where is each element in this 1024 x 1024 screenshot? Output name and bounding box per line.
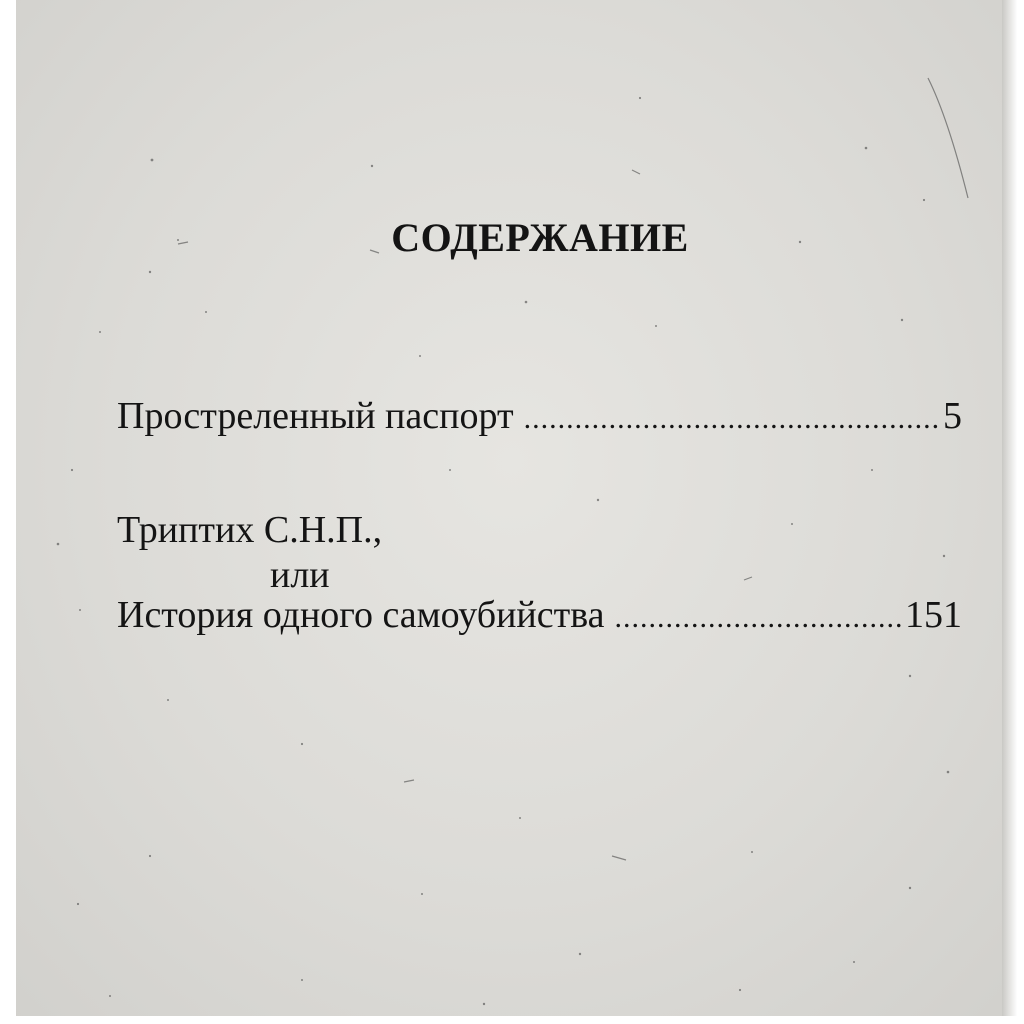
page-title: СОДЕРЖАНИЕ — [391, 215, 689, 260]
dot-leader — [524, 402, 939, 436]
scan-margin-bottom — [0, 1016, 1024, 1024]
toc-entry — [117, 593, 962, 637]
toc-entry-page-number: 5 — [943, 395, 962, 437]
toc-entry-page-number: 151 — [905, 594, 962, 636]
toc-entry — [117, 394, 962, 438]
dot-leader — [615, 601, 901, 635]
toc-entry-title: Простреленный паспорт — [117, 395, 514, 437]
toc-entry-title-line2: или — [270, 554, 330, 596]
scan-margin-left — [0, 0, 16, 1024]
toc-entry-title-line1: Триптих С.Н.П., — [117, 509, 383, 551]
toc-entry-title-line3: История одного самоубийства — [117, 594, 605, 636]
page-edge-right — [1002, 0, 1024, 1024]
